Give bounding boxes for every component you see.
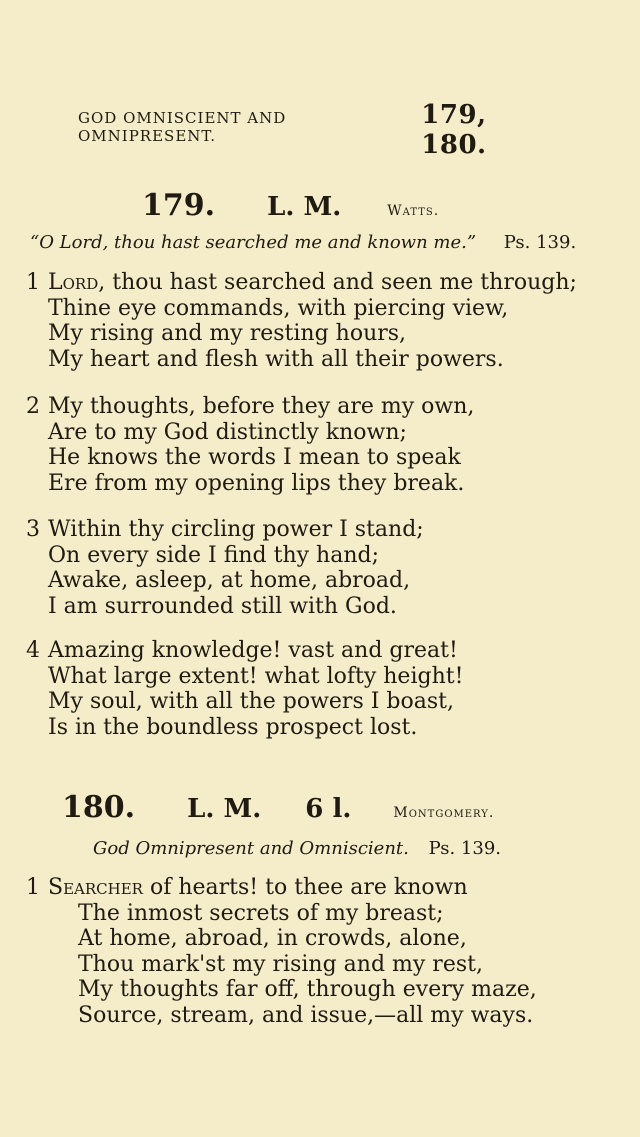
- verse-line: Lord, thou hast searched and seen me through;: [48, 270, 577, 295]
- hymn-179-epigraph-line: [30, 232, 576, 253]
- stanza-number: 1: [26, 270, 40, 295]
- verse-line: On every side I find thy hand;: [48, 542, 380, 568]
- verse-line: My heart and flesh with all their powers.: [48, 346, 504, 372]
- verse-line: What large extent! what lofty height!: [48, 663, 464, 689]
- verse-line: Searcher of hearts! to thee are known: [48, 875, 468, 900]
- hymn-epigraph: “O Lord, thou hast searched me and known me.”: [30, 232, 477, 253]
- verse-line: My thoughts, before they are my own,: [48, 394, 475, 419]
- verse-line: Thou mark'st my rising and my rest,: [78, 951, 483, 977]
- hymn-179-heading: [142, 188, 439, 223]
- hymn-author: Montgomery.: [393, 805, 495, 821]
- running-head: [78, 100, 558, 160]
- verse-line: My thoughts far off, through every maze,: [78, 977, 537, 1002]
- hymn-meter: L. M.: [267, 192, 342, 222]
- verse-line: The inmost secrets of my breast;: [78, 900, 444, 926]
- hymn-meter: L. M.: [187, 794, 262, 824]
- verse-line: Awake, asleep, at home, abroad,: [48, 568, 411, 593]
- verse-line: At home, abroad, in crowds, alone,: [78, 926, 467, 951]
- hymn-number: 179.: [142, 188, 216, 223]
- hymn-epigraph: God Omnipresent and Omniscient.: [93, 838, 409, 859]
- verse-line: He knows the words I mean to speak: [48, 445, 461, 470]
- hymn-author: Watts.: [387, 203, 440, 219]
- verse-line: My rising and my resting hours,: [48, 321, 407, 346]
- stanza-number: 1: [26, 875, 40, 900]
- hymn-number: 180.: [62, 790, 136, 825]
- verse-line: Are to my God distinctly known;: [48, 419, 407, 445]
- running-head-title: GOD OMNISCIENT AND OMNIPRESENT.: [78, 109, 287, 145]
- hymn-180-heading: [62, 790, 494, 825]
- verse-line: Is in the boundless prospect lost.: [48, 714, 418, 740]
- stanza-number: 2: [26, 394, 40, 419]
- verse-line: My soul, with all the powers I boast,: [48, 689, 454, 714]
- stanza-number: 3: [26, 517, 40, 542]
- verse-line: Source, stream, and issue,—all my ways.: [78, 1002, 534, 1028]
- hymn-180-epigraph-line: [93, 838, 501, 859]
- verse-line: Thine eye commands, with piercing view,: [48, 295, 509, 321]
- hymn-lines-count: 6 l.: [305, 794, 352, 824]
- verse-line: Ere from my opening lips they break.: [48, 470, 465, 496]
- verse-line: Amazing knowledge! vast and great!: [48, 638, 458, 663]
- running-head-numbers: 179, 180.: [421, 100, 487, 160]
- stanza-number: 4: [26, 638, 40, 663]
- verse-line: Within thy circling power I stand;: [48, 517, 424, 542]
- hymn-reference: Ps. 139.: [503, 232, 577, 253]
- verse-line: I am surrounded still with God.: [48, 593, 397, 619]
- hymn-reference: Ps. 139.: [428, 838, 501, 859]
